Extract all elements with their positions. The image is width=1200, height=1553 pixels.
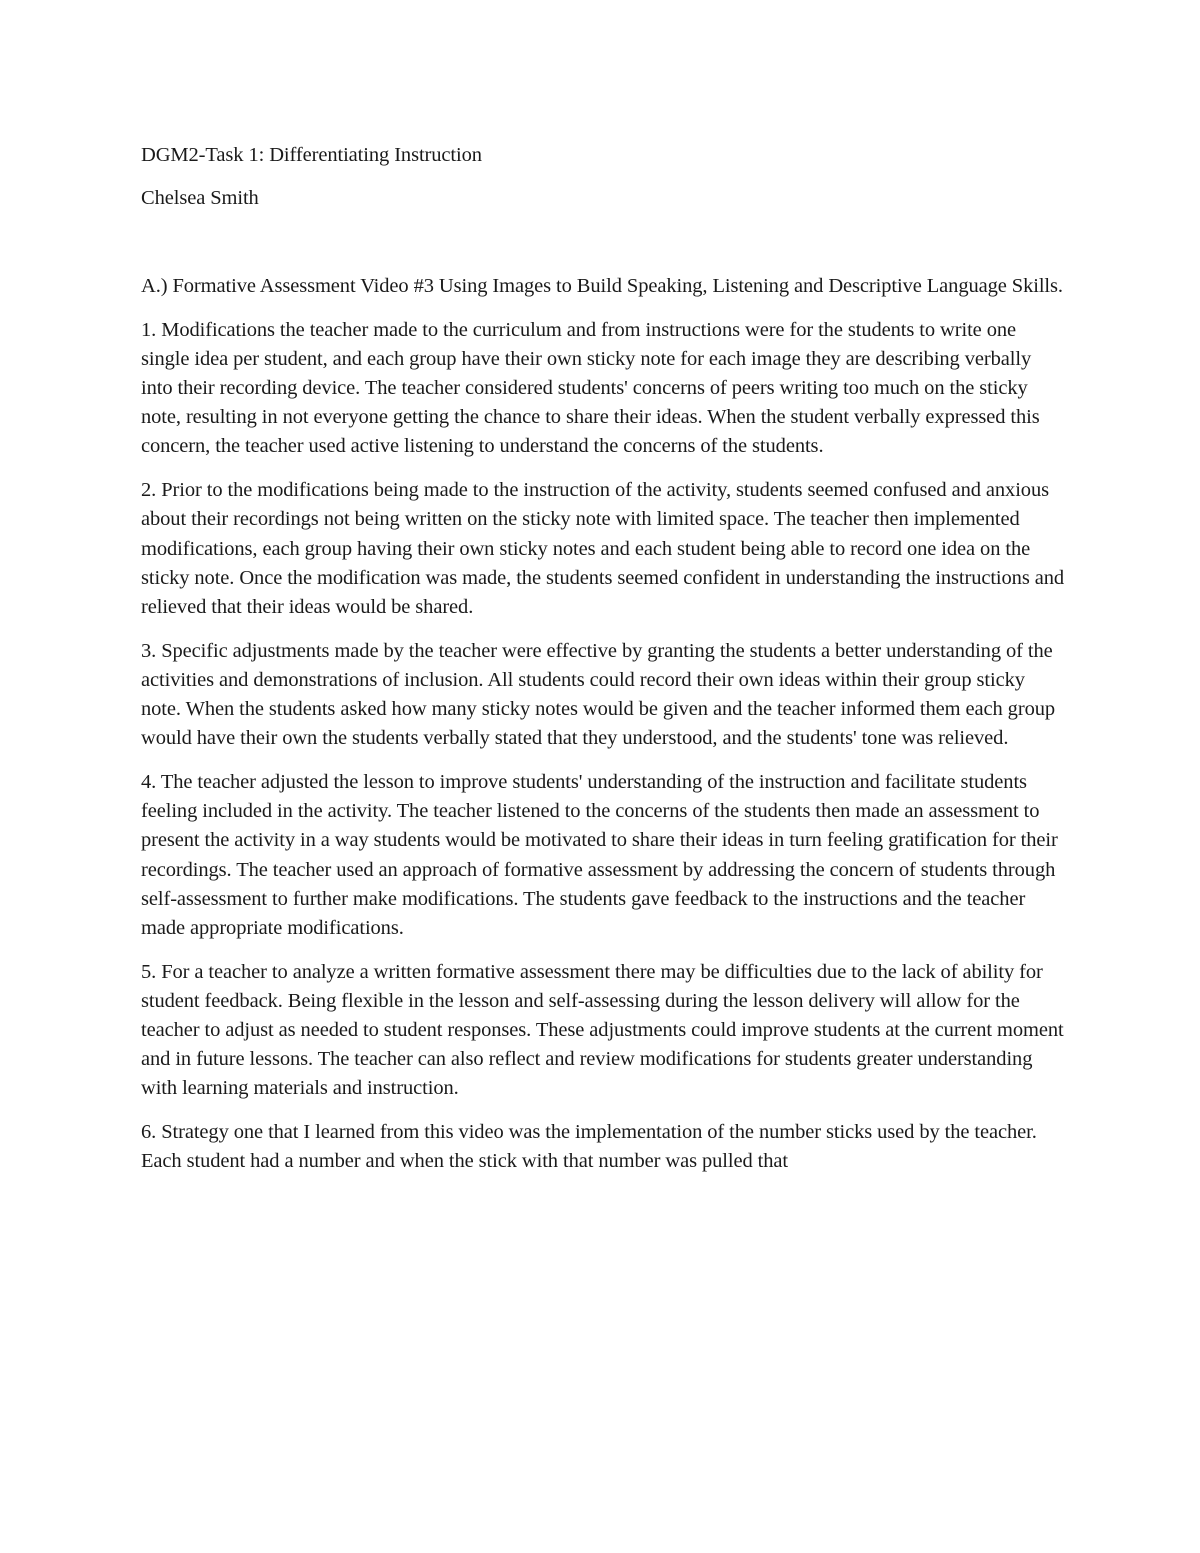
document-title: DGM2-Task 1: Differentiating Instruction: [141, 144, 482, 166]
paragraph-6: 6. Strategy one that I learned from this video was the implementation of the number sticks used by the teacher. Each student had a number and when the stick with that number was pulled that: [141, 1121, 1037, 1173]
paragraph-2: 2. Prior to the modifications being made to the instruction of the activity, students seemed confused and anxious about their recordings not being written on the sticky note with limited space. The teacher then implemented modifications, each group having their own sticky notes and each student being able to record one idea on the sticky note. Once the modification was made, the students seemed confident in understanding the instructions and relieved that their ideas would be shared.: [141, 479, 1065, 618]
paragraph-4: 4. The teacher adjusted the lesson to improve students' understanding of the instruction and facilitate students feeling included in the activity. The teacher listened to the concerns of the students then made an assessment to present the activity in a way students would be motivated to share their ideas in turn feeling gratification for their recordings. The teacher used an approach of formative assessment by addressing the concern of students through self-assessment to further make modifications. The students gave feedback to the instructions and the teacher made appropriate modifications.: [141, 770, 1058, 939]
paragraph-5: 5. For a teacher to analyze a written formative assessment there may be difficulties due to the lack of ability for student feedback. Being flexible in the lesson and self-assessing during the lesson delivery will allow for the teacher to adjust as needed to student responses. These adjustments could improve students at the current moment and in future lessons. The teacher can also reflect and review modifications for students greater understanding with learning materials and instruction.: [141, 960, 1064, 1100]
document-body: [141, 141, 1066, 1191]
paragraph-3: 3. Specific adjustments made by the teacher were effective by granting the students a better understanding of the activities and demonstrations of inclusion. All students could record their own ideas within their group sticky note. When the students asked how many sticky notes would be given and the teacher informed them each group would have their own the students verbally stated that they understood, and the students' tone was relieved.: [141, 639, 1056, 750]
section-heading: A.) Formative Assessment Video #3 Using Images to Build Speaking, Listening and Descriptive Language Skills.: [141, 275, 1063, 298]
paragraph-1: 1. Modifications the teacher made to the curriculum and from instructions were for the students to write one single idea per student, and each group have their own sticky note for each image they are describing verbally into their recording device. The teacher considered students' concerns of peers writing too much on the sticky note, resulting in not everyone getting the chance to share their ideas. When the student verbally expressed this concern, the teacher used active listening to understand the concerns of the students.: [141, 318, 1040, 458]
author-name: Chelsea Smith: [141, 187, 259, 210]
